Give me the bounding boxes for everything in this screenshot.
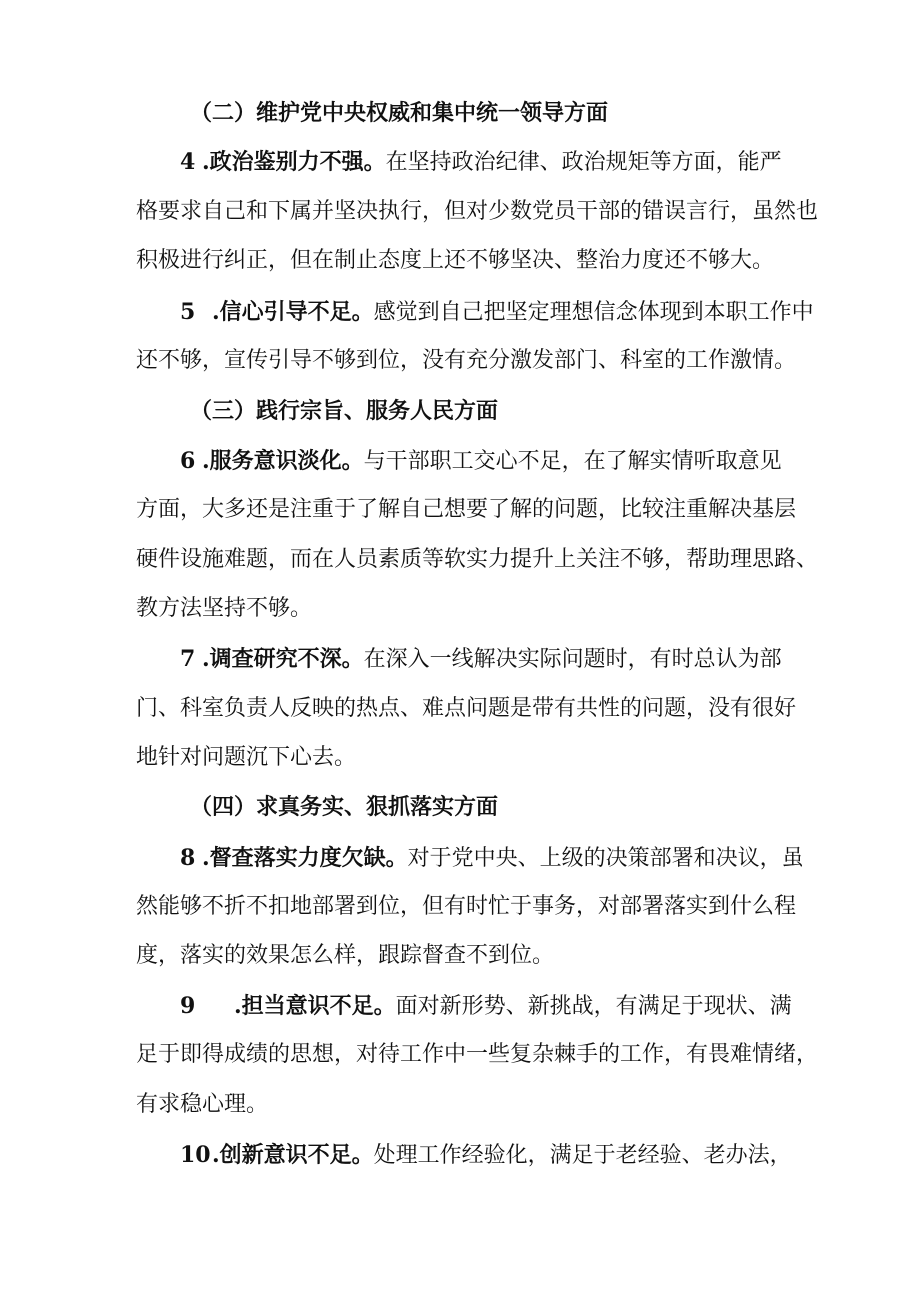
item-number: 10 — [180, 1142, 211, 1168]
item-number: 7 — [180, 646, 196, 672]
section-heading: （三）践行宗旨、服务人民方面 — [190, 398, 499, 424]
item-title: .信心引导不足。 — [212, 299, 374, 325]
item-text-line: 度，落实的效果怎么样，跟踪督查不到位。 — [136, 943, 555, 968]
item-number: 8 — [180, 845, 196, 871]
item-text-line: 教方法坚持不够。 — [136, 596, 313, 621]
item-number: 5 — [180, 299, 196, 325]
item-text-line: 格要求自己和下属并坚决执行，但对少数党员干部的错误言行，虽然也 — [136, 199, 819, 224]
item-text-line: 积极进行纠正，但在制止态度上还不够坚决、整治力度还不够大。 — [136, 248, 775, 273]
item-text: 对于党中央、上级的决策部署和决议，虽 — [407, 846, 804, 871]
item-title: .创新意识不足。 — [212, 1142, 374, 1168]
item-title: .担当意识不足。 — [234, 993, 396, 1019]
item-text-line: 然能够不折不扣地部署到位，但有时忙于事务，对部署落实到什么程 — [136, 894, 797, 919]
item-text: 感觉到自己把坚定理想信念体现到本职工作中 — [373, 300, 814, 325]
section-heading: （二）维护党中央权威和集中统一领导方面 — [190, 100, 609, 126]
item-text-line: 门、科室负责人反映的热点、难点问题是带有共性的问题，没有很好 — [136, 696, 797, 721]
item-text: 在坚持政治纪律、政治规矩等方面，能严 — [385, 150, 782, 175]
item-number: 9 — [180, 993, 196, 1019]
item-text-line: 地针对问题沉下心去。 — [136, 745, 357, 770]
item-title: .调查研究不深。 — [202, 646, 364, 672]
item-text-line: 有求稳心理。 — [136, 1092, 269, 1117]
item-text-line: 足于即得成绩的思想，对待工作中一些复杂棘手的工作，有畏难情绪， — [136, 1042, 819, 1067]
item-text: 面对新形势、新挑战，有满足于现状、满 — [395, 994, 792, 1019]
item-text: 与干部职工交心不足，在了解实情听取意见 — [363, 449, 782, 474]
item-text: 在深入一线解决实际问题时，有时总认为部 — [363, 647, 782, 672]
item-text-line: 方面，大多还是注重于了解自己想要了解的问题，比较注重解决基层 — [136, 497, 797, 522]
list-item-8-first-line — [180, 843, 804, 874]
list-item-9-first-line — [180, 991, 792, 1022]
item-title: .服务意识淡化。 — [202, 448, 364, 474]
item-number: 4 — [180, 149, 196, 175]
list-item-7-first-line — [180, 644, 782, 675]
item-title: .政治鉴别力不强。 — [202, 149, 386, 175]
item-text-line: 还不够，宣传引导不够到位，没有充分激发部门、科室的工作激情。 — [136, 348, 797, 373]
item-text-line: 硬件设施难题，而在人员素质等软实力提升上关注不够，帮助理思路、 — [136, 547, 819, 572]
section-heading: （四）求真务实、狠抓落实方面 — [190, 794, 499, 820]
list-item-5-first-line — [180, 297, 814, 328]
list-item-6-first-line — [180, 446, 782, 477]
list-item-4-first-line — [180, 147, 782, 178]
item-number: 6 — [180, 448, 196, 474]
item-title: .督查落实力度欠缺。 — [202, 845, 408, 871]
list-item-10-first-line — [180, 1140, 792, 1171]
item-text: 处理工作经验化，满足于老经验、老办法， — [373, 1143, 792, 1168]
